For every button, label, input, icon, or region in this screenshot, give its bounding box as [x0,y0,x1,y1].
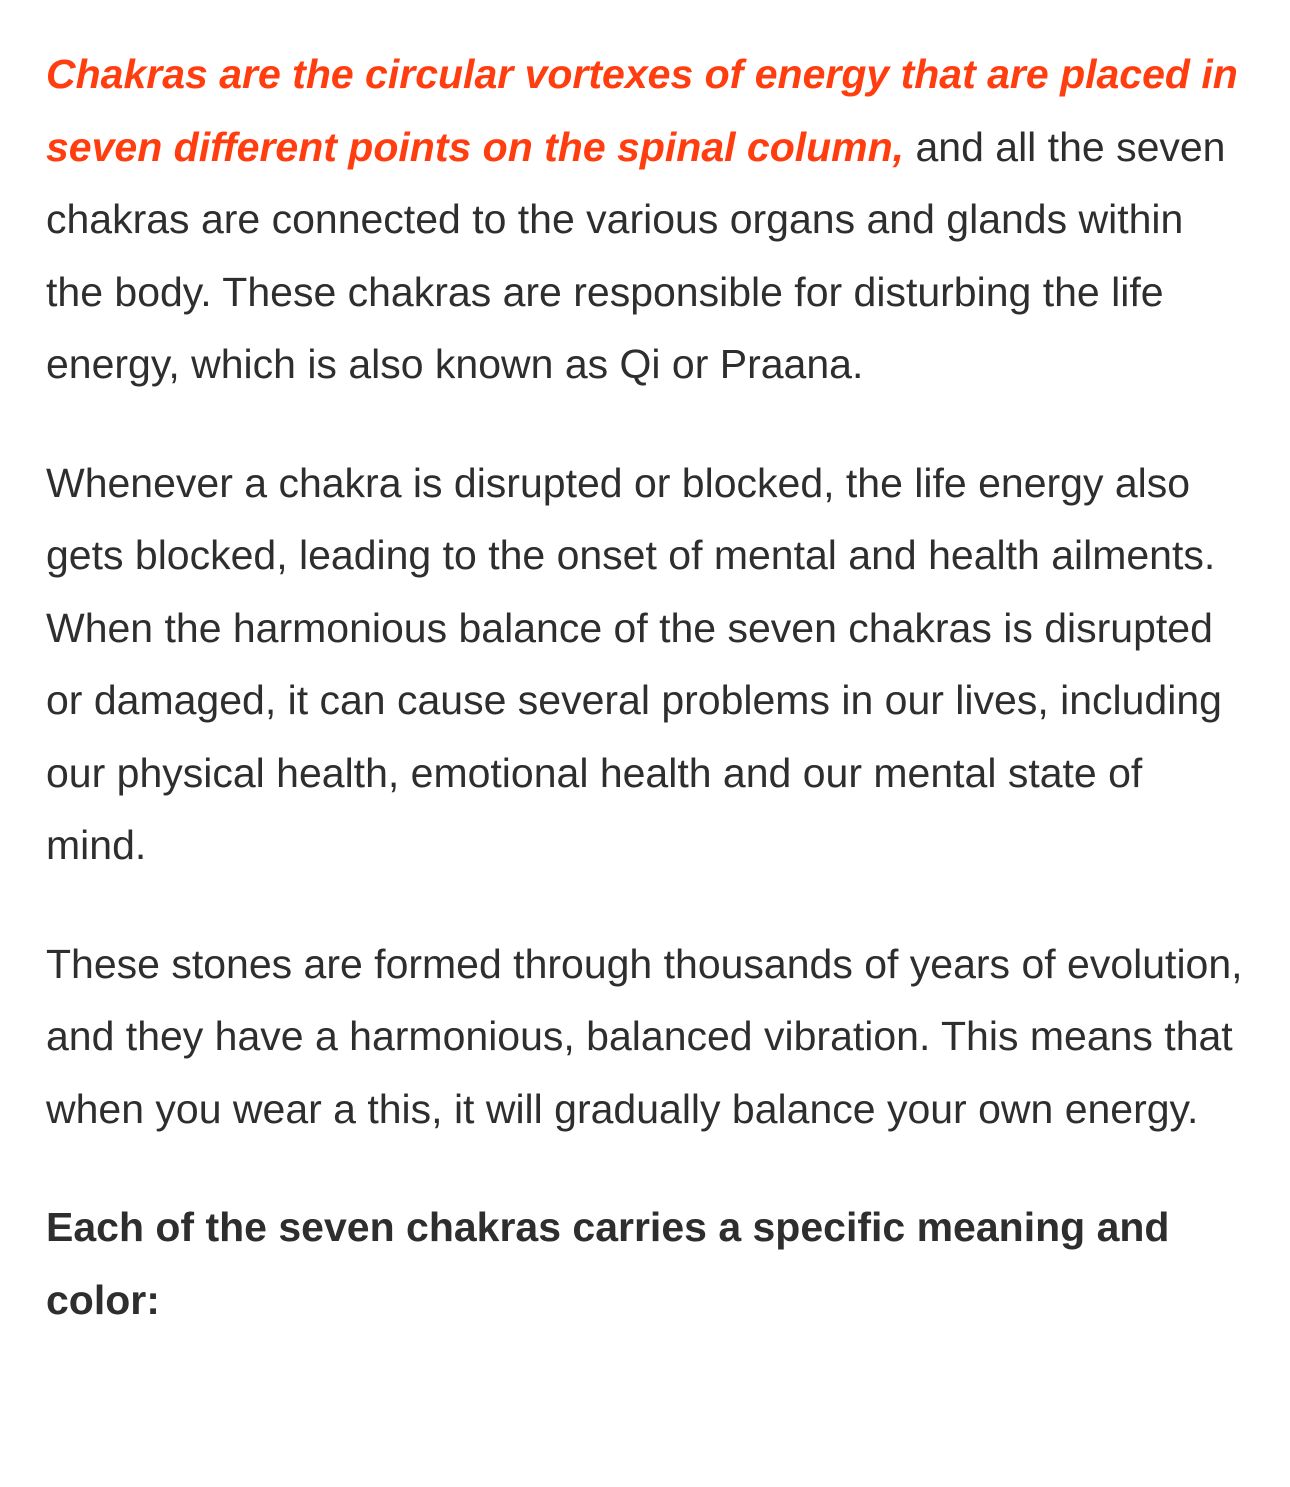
intro-paragraph [46,38,1251,401]
intro-highlight: Chakras are the circular vortexes of energy that are placed in seven different points on the spinal column, [46,51,1238,170]
chakra-disruption-paragraph: Whenever a chakra is disrupted or blocked, the life energy also gets blocked, leading to the onset of mental and health ailments. When the harmonious balance of the seven chakras is disrupted or damaged, it can cause several problems in our lives, including our physical health, emotional health and our mental state of mind. [46,459,1222,868]
article-body [46,38,1251,1336]
intro-rest: and all the seven chakras are connected to the various organs and glands within the body. These chakras are responsible for disturbing the life energy, which is also known as Qi or Praana. [46,123,1226,387]
chakra-meaning-heading: Each of the seven chakras carries a specific meaning and color: [46,1204,1170,1323]
stones-paragraph: These stones are formed through thousands of years of evolution, and they have a harmonious, balanced vibration. This means that when you wear a this, it will gradually balance your own energy. [46,940,1243,1132]
